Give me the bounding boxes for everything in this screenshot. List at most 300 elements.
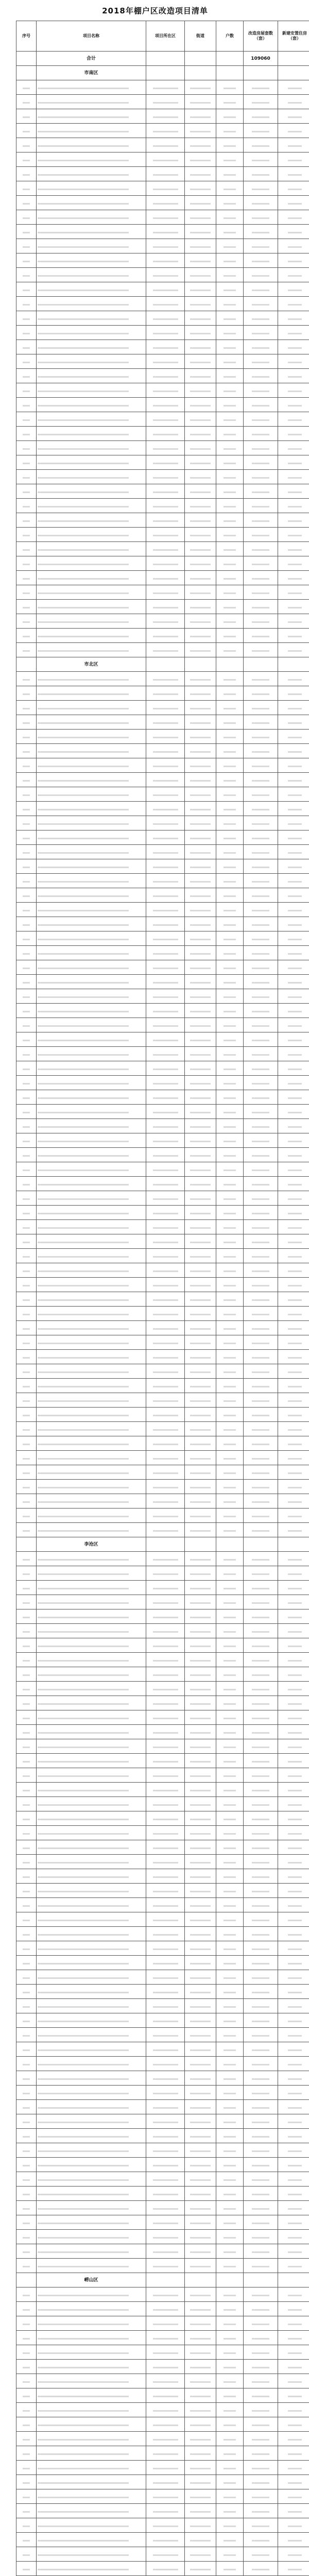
cell-placeholder bbox=[38, 1963, 129, 1964]
cell-placeholder bbox=[224, 924, 236, 926]
cell-placeholder bbox=[288, 1646, 302, 1647]
cell-placeholder bbox=[224, 881, 236, 883]
cell-placeholder bbox=[38, 2453, 129, 2455]
cell-placeholder bbox=[288, 2049, 302, 2051]
table-row bbox=[16, 1422, 309, 1436]
cell-placeholder bbox=[190, 2179, 210, 2181]
cell-placeholder bbox=[153, 1516, 178, 1517]
cell-placeholder bbox=[38, 2526, 129, 2527]
cell-placeholder bbox=[23, 318, 30, 320]
cell-placeholder bbox=[190, 592, 210, 594]
cell-placeholder bbox=[23, 1400, 30, 1402]
cell-placeholder bbox=[153, 1573, 178, 1575]
cell-placeholder bbox=[288, 1242, 302, 1243]
cell-placeholder bbox=[252, 304, 269, 306]
cell-placeholder bbox=[153, 1299, 178, 1301]
cell-placeholder bbox=[153, 2006, 178, 2008]
cell-placeholder bbox=[190, 1472, 210, 1474]
cell-placeholder bbox=[190, 520, 210, 522]
cell-placeholder bbox=[252, 333, 269, 334]
cell-placeholder bbox=[190, 2554, 210, 2556]
table-row bbox=[16, 1566, 309, 1581]
cell-placeholder bbox=[38, 1905, 129, 1907]
cell-placeholder bbox=[23, 261, 30, 262]
cell-placeholder bbox=[190, 1833, 210, 1835]
cell-placeholder bbox=[23, 1646, 30, 1647]
cell-placeholder bbox=[23, 549, 30, 551]
cell-placeholder bbox=[252, 924, 269, 926]
cell-placeholder bbox=[38, 376, 129, 378]
cell-placeholder bbox=[252, 535, 269, 536]
cell-placeholder bbox=[190, 419, 210, 421]
cell-placeholder bbox=[153, 492, 178, 493]
cell-placeholder bbox=[38, 1617, 129, 1618]
cell-placeholder bbox=[190, 2540, 210, 2541]
cell-placeholder bbox=[252, 996, 269, 998]
cell-placeholder bbox=[23, 1588, 30, 1589]
cell-placeholder bbox=[252, 766, 269, 767]
cell-placeholder bbox=[252, 2511, 269, 2513]
cell-placeholder bbox=[288, 2107, 302, 2109]
cell-placeholder bbox=[190, 2223, 210, 2224]
cell-placeholder bbox=[38, 794, 129, 796]
table-row bbox=[16, 1436, 309, 1451]
cell-placeholder bbox=[252, 1703, 269, 1705]
cell-placeholder bbox=[190, 2439, 210, 2441]
table-row bbox=[16, 1018, 309, 1032]
cell-placeholder bbox=[288, 910, 302, 911]
cell-placeholder bbox=[153, 1357, 178, 1359]
cell-placeholder bbox=[224, 2049, 236, 2051]
cell-placeholder bbox=[252, 2410, 269, 2412]
cell-placeholder bbox=[190, 1530, 210, 1532]
cell-placeholder bbox=[252, 1371, 269, 1373]
cell-placeholder bbox=[288, 953, 302, 955]
cell-placeholder bbox=[38, 448, 129, 450]
cell-placeholder bbox=[252, 2064, 269, 2065]
cell-placeholder bbox=[252, 2049, 269, 2051]
cell-placeholder bbox=[288, 1458, 302, 1460]
cell-placeholder bbox=[23, 751, 30, 753]
cell-placeholder bbox=[153, 1069, 178, 1070]
cell-placeholder bbox=[153, 1602, 178, 1604]
cell-placeholder bbox=[153, 1848, 178, 1849]
cell-placeholder bbox=[23, 1948, 30, 1950]
cell-placeholder bbox=[23, 217, 30, 219]
cell-placeholder bbox=[38, 1804, 129, 1806]
cell-placeholder bbox=[288, 1011, 302, 1012]
cell-placeholder bbox=[23, 823, 30, 825]
cell-placeholder bbox=[252, 1559, 269, 1561]
cell-placeholder bbox=[190, 448, 210, 450]
cell-placeholder bbox=[153, 1213, 178, 1214]
cell-placeholder bbox=[288, 1357, 302, 1359]
header-units-new: 新建安置住房（套） bbox=[278, 21, 309, 52]
cell-placeholder bbox=[224, 1184, 236, 1185]
cell-placeholder bbox=[252, 2324, 269, 2325]
cell-placeholder bbox=[38, 564, 129, 565]
table-row bbox=[16, 600, 309, 614]
cell-placeholder bbox=[190, 751, 210, 753]
cell-placeholder bbox=[288, 1256, 302, 1258]
cell-placeholder bbox=[252, 2021, 269, 2022]
cell-placeholder bbox=[38, 492, 129, 493]
cell-placeholder bbox=[288, 1631, 302, 1633]
cell-placeholder bbox=[224, 1386, 236, 1387]
table-row bbox=[16, 1090, 309, 1105]
cell-placeholder bbox=[252, 881, 269, 883]
cell-placeholder bbox=[288, 1415, 302, 1416]
cell-placeholder bbox=[153, 751, 178, 753]
cell-placeholder bbox=[224, 1775, 236, 1777]
cell-placeholder bbox=[224, 448, 236, 450]
cell-placeholder bbox=[38, 333, 129, 334]
cell-placeholder bbox=[288, 1386, 302, 1387]
cell-placeholder bbox=[288, 2338, 302, 2340]
cell-placeholder bbox=[224, 2352, 236, 2354]
cell-placeholder bbox=[190, 2251, 210, 2253]
cell-placeholder bbox=[190, 405, 210, 406]
cell-placeholder bbox=[190, 347, 210, 349]
cell-placeholder bbox=[153, 232, 178, 233]
cell-placeholder bbox=[252, 362, 269, 363]
cell-placeholder bbox=[224, 809, 236, 810]
table-row bbox=[16, 2374, 309, 2388]
cell-placeholder bbox=[288, 1559, 302, 1561]
cell-placeholder bbox=[23, 1040, 30, 1041]
table-row bbox=[16, 556, 309, 571]
cell-placeholder bbox=[288, 939, 302, 940]
cell-placeholder bbox=[252, 1689, 269, 1690]
cell-placeholder bbox=[224, 982, 236, 984]
cell-placeholder bbox=[153, 2324, 178, 2325]
cell-placeholder bbox=[224, 189, 236, 190]
cell-placeholder bbox=[23, 2554, 30, 2556]
cell-placeholder bbox=[190, 1458, 210, 1460]
cell-placeholder bbox=[288, 621, 302, 623]
cell-placeholder bbox=[288, 1213, 302, 1214]
cell-placeholder bbox=[288, 1472, 302, 1474]
cell-placeholder bbox=[224, 2381, 236, 2383]
cell-placeholder bbox=[288, 867, 302, 868]
cell-placeholder bbox=[38, 1602, 129, 1604]
cell-placeholder bbox=[288, 131, 302, 132]
cell-placeholder bbox=[190, 189, 210, 190]
table-row bbox=[16, 1321, 309, 1335]
cell-placeholder bbox=[224, 823, 236, 825]
cell-placeholder bbox=[288, 1804, 302, 1806]
cell-placeholder bbox=[153, 1631, 178, 1633]
cell-placeholder bbox=[190, 1343, 210, 1344]
cell-placeholder bbox=[190, 1429, 210, 1431]
cell-placeholder bbox=[190, 1198, 210, 1200]
cell-placeholder bbox=[23, 1617, 30, 1618]
cell-placeholder bbox=[224, 1848, 236, 1849]
cell-placeholder bbox=[190, 1660, 210, 1662]
table-row bbox=[16, 989, 309, 1004]
cell-placeholder bbox=[252, 448, 269, 450]
cell-placeholder bbox=[23, 1963, 30, 1964]
table-row bbox=[16, 773, 309, 787]
cell-placeholder bbox=[252, 1516, 269, 1517]
table-row bbox=[16, 354, 309, 369]
cell-placeholder bbox=[252, 592, 269, 594]
table-row bbox=[16, 2100, 309, 2114]
cell-placeholder bbox=[288, 2021, 302, 2022]
cell-placeholder bbox=[224, 1804, 236, 1806]
cell-placeholder bbox=[38, 1184, 129, 1185]
cell-placeholder bbox=[224, 2367, 236, 2368]
cell-placeholder bbox=[23, 1732, 30, 1734]
cell-placeholder bbox=[153, 1747, 178, 1748]
cell-placeholder bbox=[23, 679, 30, 681]
cell-placeholder bbox=[23, 1992, 30, 1993]
cell-placeholder bbox=[288, 419, 302, 421]
cell-placeholder bbox=[38, 1472, 129, 1474]
cell-placeholder bbox=[252, 2425, 269, 2426]
table-row bbox=[16, 2417, 309, 2432]
cell-placeholder bbox=[38, 939, 129, 940]
cell-placeholder bbox=[190, 1083, 210, 1084]
cell-placeholder bbox=[224, 333, 236, 334]
cell-placeholder bbox=[252, 564, 269, 565]
table-row bbox=[16, 1263, 309, 1278]
cell-placeholder bbox=[252, 1487, 269, 1488]
cell-placeholder bbox=[153, 535, 178, 536]
cell-placeholder bbox=[288, 982, 302, 984]
cell-placeholder bbox=[190, 2208, 210, 2210]
cell-placeholder bbox=[224, 838, 236, 839]
cell-placeholder bbox=[288, 362, 302, 363]
cell-placeholder bbox=[288, 1790, 302, 1791]
cell-placeholder bbox=[252, 1198, 269, 1200]
cell-placeholder bbox=[224, 1371, 236, 1373]
cell-placeholder bbox=[190, 924, 210, 926]
cell-placeholder bbox=[288, 1270, 302, 1272]
cell-placeholder bbox=[23, 766, 30, 767]
cell-placeholder bbox=[252, 1299, 269, 1301]
cell-placeholder bbox=[224, 2021, 236, 2022]
cell-placeholder bbox=[190, 1054, 210, 1056]
cell-placeholder bbox=[38, 823, 129, 825]
cell-placeholder bbox=[288, 1819, 302, 1820]
cell-placeholder bbox=[23, 708, 30, 709]
table-row bbox=[16, 109, 309, 124]
cell-placeholder bbox=[190, 1112, 210, 1113]
cell-placeholder bbox=[190, 1040, 210, 1041]
cell-placeholder bbox=[224, 131, 236, 132]
table-row bbox=[16, 1335, 309, 1350]
cell-placeholder bbox=[190, 2165, 210, 2166]
cell-placeholder bbox=[190, 1718, 210, 1719]
cell-placeholder bbox=[224, 1934, 236, 1936]
cell-placeholder bbox=[288, 2251, 302, 2253]
cell-placeholder bbox=[153, 1920, 178, 1921]
cell-placeholder bbox=[153, 809, 178, 810]
cell-placeholder bbox=[288, 1429, 302, 1431]
cell-placeholder bbox=[288, 520, 302, 522]
cell-placeholder bbox=[252, 636, 269, 637]
section-label: 市南区 bbox=[37, 66, 146, 80]
cell-placeholder bbox=[190, 968, 210, 969]
cell-placeholder bbox=[38, 1025, 129, 1027]
cell-placeholder bbox=[153, 1011, 178, 1012]
table-row bbox=[16, 2244, 309, 2259]
cell-placeholder bbox=[190, 318, 210, 320]
table-row bbox=[16, 1667, 309, 1682]
cell-placeholder bbox=[224, 1198, 236, 1200]
cell-placeholder bbox=[288, 275, 302, 277]
cell-placeholder bbox=[190, 1977, 210, 1979]
cell-placeholder bbox=[224, 592, 236, 594]
cell-placeholder bbox=[153, 1472, 178, 1474]
summary-total: 109060 bbox=[244, 52, 278, 66]
cell-placeholder bbox=[190, 1371, 210, 1373]
cell-placeholder bbox=[288, 88, 302, 89]
cell-placeholder bbox=[23, 174, 30, 176]
cell-placeholder bbox=[153, 1097, 178, 1099]
cell-placeholder bbox=[224, 261, 236, 262]
cell-placeholder bbox=[252, 232, 269, 233]
cell-placeholder bbox=[153, 1025, 178, 1027]
cell-placeholder bbox=[224, 996, 236, 998]
cell-placeholder bbox=[190, 1097, 210, 1099]
cell-placeholder bbox=[23, 2526, 30, 2527]
cell-placeholder bbox=[38, 1862, 129, 1863]
cell-placeholder bbox=[153, 2540, 178, 2541]
cell-placeholder bbox=[252, 145, 269, 147]
cell-placeholder bbox=[153, 2511, 178, 2513]
cell-placeholder bbox=[38, 737, 129, 738]
cell-placeholder bbox=[190, 333, 210, 334]
table-row bbox=[16, 2086, 309, 2100]
cell-placeholder bbox=[153, 1141, 178, 1142]
cell-placeholder bbox=[153, 766, 178, 767]
cell-placeholder bbox=[38, 2237, 129, 2239]
cell-placeholder bbox=[153, 838, 178, 839]
cell-placeholder bbox=[153, 924, 178, 926]
cell-placeholder bbox=[190, 1804, 210, 1806]
cell-placeholder bbox=[38, 693, 129, 695]
cell-placeholder bbox=[38, 405, 129, 406]
table-row bbox=[16, 1696, 309, 1710]
cell-placeholder bbox=[23, 1386, 30, 1387]
cell-placeholder bbox=[153, 2425, 178, 2426]
cell-placeholder bbox=[190, 2064, 210, 2065]
cell-placeholder bbox=[153, 780, 178, 782]
table-body bbox=[16, 52, 309, 2576]
cell-placeholder bbox=[252, 751, 269, 753]
table-row bbox=[16, 2547, 309, 2562]
cell-placeholder bbox=[190, 1444, 210, 1445]
cell-placeholder bbox=[224, 2006, 236, 2008]
table-row bbox=[16, 1105, 309, 1119]
cell-placeholder bbox=[252, 376, 269, 378]
cell-placeholder bbox=[23, 1198, 30, 1200]
cell-placeholder bbox=[224, 766, 236, 767]
cell-placeholder bbox=[23, 2122, 30, 2123]
cell-placeholder bbox=[288, 1891, 302, 1892]
cell-placeholder bbox=[252, 737, 269, 738]
cell-placeholder bbox=[224, 2540, 236, 2541]
cell-placeholder bbox=[38, 1747, 129, 1748]
cell-placeholder bbox=[224, 1862, 236, 1863]
cell-placeholder bbox=[190, 881, 210, 883]
cell-placeholder bbox=[190, 1689, 210, 1690]
cell-placeholder bbox=[190, 823, 210, 825]
cell-placeholder bbox=[224, 2237, 236, 2239]
cell-placeholder bbox=[23, 780, 30, 782]
cell-placeholder bbox=[23, 2569, 30, 2570]
table-row bbox=[16, 1927, 309, 1941]
cell-placeholder bbox=[23, 1011, 30, 1012]
cell-placeholder bbox=[190, 2237, 210, 2239]
cell-placeholder bbox=[288, 1775, 302, 1777]
table-row bbox=[16, 1133, 309, 1148]
cell-placeholder bbox=[23, 102, 30, 104]
cell-placeholder bbox=[23, 1299, 30, 1301]
cell-placeholder bbox=[288, 261, 302, 262]
cell-placeholder bbox=[190, 2497, 210, 2498]
cell-placeholder bbox=[38, 2367, 129, 2368]
cell-placeholder bbox=[288, 1025, 302, 1027]
cell-placeholder bbox=[23, 1444, 30, 1445]
cell-placeholder bbox=[224, 405, 236, 406]
cell-placeholder bbox=[190, 1285, 210, 1286]
cell-placeholder bbox=[288, 1069, 302, 1070]
cell-placeholder bbox=[252, 174, 269, 176]
cell-placeholder bbox=[38, 1170, 129, 1171]
table-row bbox=[16, 1739, 309, 1754]
cell-placeholder bbox=[224, 1963, 236, 1964]
cell-placeholder bbox=[190, 2006, 210, 2008]
cell-placeholder bbox=[153, 506, 178, 507]
cell-placeholder bbox=[190, 1501, 210, 1503]
cell-placeholder bbox=[288, 391, 302, 392]
cell-placeholder bbox=[288, 2511, 302, 2513]
cell-placeholder bbox=[23, 2078, 30, 2080]
cell-placeholder bbox=[38, 1487, 129, 1488]
cell-placeholder bbox=[288, 2396, 302, 2397]
cell-placeholder bbox=[224, 2035, 236, 2037]
cell-placeholder bbox=[190, 650, 210, 652]
cell-placeholder bbox=[23, 506, 30, 507]
cell-placeholder bbox=[23, 1415, 30, 1416]
cell-placeholder bbox=[23, 1804, 30, 1806]
cell-placeholder bbox=[153, 2194, 178, 2195]
cell-placeholder bbox=[224, 1011, 236, 1012]
cell-placeholder bbox=[38, 968, 129, 969]
cell-placeholder bbox=[190, 1573, 210, 1575]
cell-placeholder bbox=[38, 2569, 129, 2570]
cell-placeholder bbox=[23, 1905, 30, 1907]
cell-placeholder bbox=[190, 1213, 210, 1214]
cell-placeholder bbox=[252, 910, 269, 911]
cell-placeholder bbox=[288, 2006, 302, 2008]
cell-placeholder bbox=[252, 1617, 269, 1618]
cell-placeholder bbox=[224, 1905, 236, 1907]
cell-placeholder bbox=[288, 2208, 302, 2210]
cell-placeholder bbox=[23, 1242, 30, 1243]
cell-placeholder bbox=[190, 1386, 210, 1387]
cell-placeholder bbox=[153, 1054, 178, 1056]
cell-placeholder bbox=[23, 1184, 30, 1185]
cell-placeholder bbox=[190, 1155, 210, 1157]
cell-placeholder bbox=[190, 1848, 210, 1849]
table-row bbox=[16, 2360, 309, 2374]
table-row bbox=[16, 2114, 309, 2129]
cell-placeholder bbox=[252, 1862, 269, 1863]
